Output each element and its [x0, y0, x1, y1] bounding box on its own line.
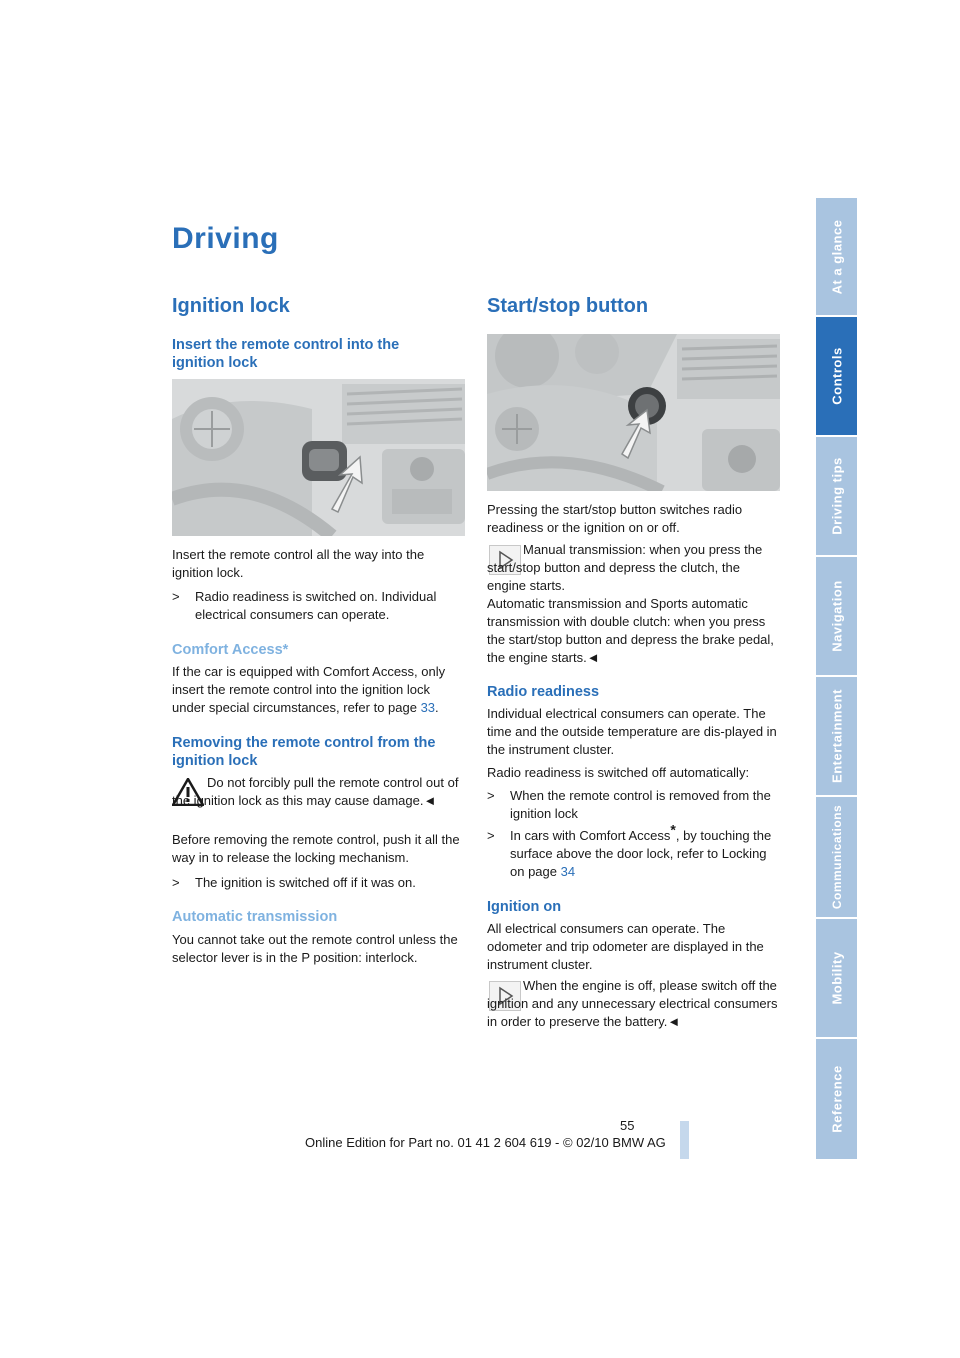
ignition-on-paragraph: All electrical consumers can operate. The odometer and trip odometer are displayed in the instrument cluster.: [487, 921, 764, 972]
heading-ignition-lock: Ignition lock: [172, 295, 290, 317]
comfort-paragraph: If the car is equipped with Comfort Access, only insert the remote control into the ignition lock under special circumstances, refer to page 33.: [172, 664, 446, 715]
warning-text: Do not forcibly pull the remote control out of the ignition lock as this may cause damage.◄: [172, 775, 459, 808]
bullet-mark: >: [172, 589, 180, 604]
page-title: Driving: [172, 222, 279, 255]
start-stop-paragraph: Pressing the start/stop button switches radio readiness or the ignition on or off.: [487, 502, 743, 535]
heading-ignition-on: Ignition on: [487, 899, 562, 915]
page-link-33[interactable]: 33: [420, 700, 436, 715]
bullet-mark: >: [487, 788, 495, 803]
heading-start-stop: Start/stop button: [487, 295, 649, 317]
tab-mobility[interactable]: Mobility: [816, 919, 857, 1039]
tab-reference[interactable]: Reference: [816, 1039, 857, 1161]
radio-paragraph-2: Radio readiness is switched off automatically:: [487, 765, 750, 780]
insert-paragraph: Insert the remote control all the way into the ignition lock.: [172, 547, 425, 580]
note-manual-transmission: Manual transmission: when you press the start/stop button and depress the clutch, the engine starts.: [487, 542, 763, 593]
tab-navigation[interactable]: Navigation: [816, 557, 857, 677]
heading-automatic-transmission: Automatic transmission: [172, 909, 338, 925]
tab-entertainment[interactable]: Entertainment: [816, 677, 857, 797]
automatic-paragraph: You cannot take out the remote control unless the selector lever is in the P position: interlock.: [172, 932, 458, 965]
ignition-on-note: When the engine is off, please switch off the ignition and any unnecessary electrical consumers in order to preserve the battery.◄: [487, 978, 778, 1029]
tab-driving-tips[interactable]: Driving tips: [816, 437, 857, 557]
footer-edition: Online Edition for Part no. 01 41 2 604 619 - © 02/10 BMW AG: [305, 1135, 666, 1150]
heading-comfort-access: Comfort Access*: [172, 642, 289, 658]
heading-radio-readiness: Radio readiness: [487, 684, 600, 700]
removing-paragraph: Before removing the remote control, push it all the way in to release the locking mechanism.: [172, 832, 460, 865]
page-marker-bar: [680, 1121, 689, 1159]
page-link-34[interactable]: 34: [560, 864, 576, 879]
page-number: 55: [620, 1118, 635, 1133]
tab-communications[interactable]: Communications: [816, 797, 857, 919]
bullet-mark: >: [487, 828, 495, 843]
radio-paragraph-1: Individual electrical consumers can operate. The time and the outside temperature are dis-played in the instrument cluster.: [487, 706, 777, 757]
start-stop-illustration: [487, 334, 780, 491]
heading-insert-remote: Insert the remote control into the ignition lock: [172, 337, 400, 371]
bullet-mark: >: [172, 875, 180, 890]
heading-removing-remote: Removing the remote control from the ignition lock: [172, 735, 436, 769]
start-stop-photo: [487, 334, 780, 491]
tab-controls[interactable]: Controls: [816, 317, 857, 437]
ignition-lock-illustration: [172, 379, 465, 536]
note-automatic-transmission: Automatic transmission and Sports automatic transmission with double clutch: when you press the start/stop button and depress the brake pedal, the engine starts.◄: [487, 596, 774, 665]
ignition-lock-photo: [172, 379, 465, 536]
tab-at-a-glance[interactable]: At a glance: [816, 198, 857, 317]
